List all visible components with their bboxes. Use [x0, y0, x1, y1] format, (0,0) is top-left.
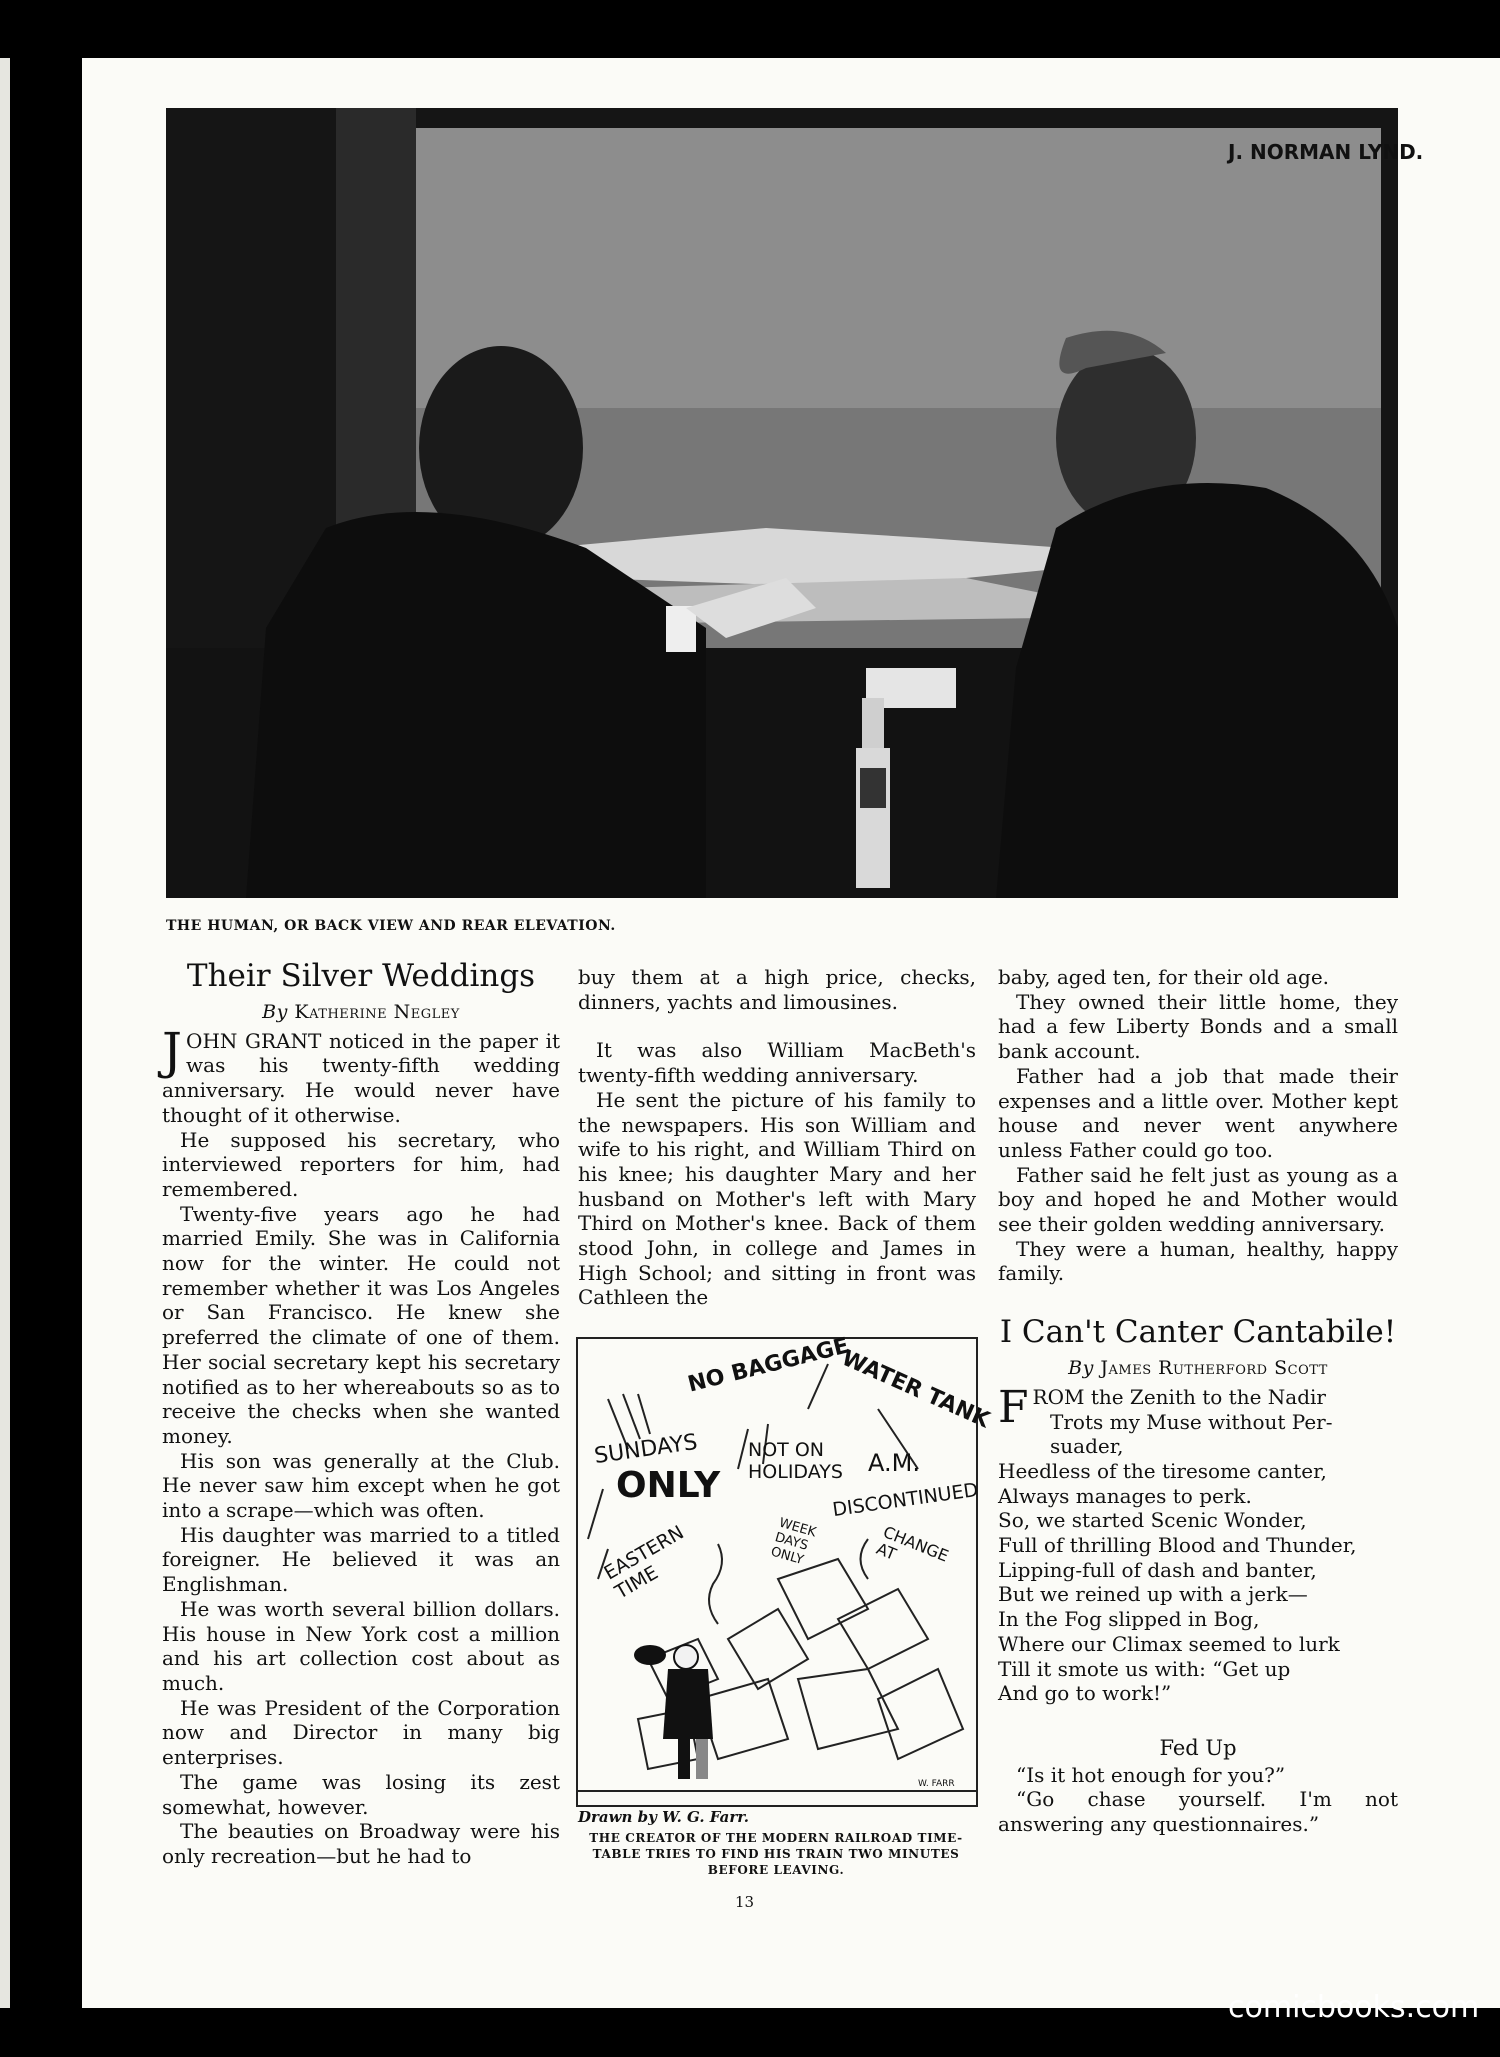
- paragraph: It was also William MacBeth's twenty-fifth wedding anniversary.: [578, 1038, 976, 1088]
- paragraph: They owned their little home, they had a few Liberty Bonds and a small bank account.: [998, 989, 1398, 1064]
- poem-line: Trots my Muse without Per-: [1050, 1409, 1333, 1434]
- sign-eastern-time: EASTERN TIME: [600, 1521, 688, 1604]
- sign-not-on-holidays: NOT ON HOLIDAYS: [748, 1439, 843, 1483]
- byline-prefix: By: [1068, 1357, 1094, 1380]
- drop-cap: F: [998, 1381, 1029, 1433]
- poem-line: Where our Climax seemed to lurk: [998, 1631, 1340, 1656]
- poem-body: [998, 1381, 1398, 1706]
- paragraph-continuation: baby, aged ten, for their old age.: [998, 965, 1330, 989]
- illustration-drawing: [166, 108, 1398, 898]
- sign-sundays: SUNDAYS: [592, 1429, 700, 1470]
- paragraph: His daughter was married to a titled foreigner. He believed it was an Englishman.: [162, 1522, 560, 1597]
- artist-signature: J. NORMAN LYND.: [1228, 140, 1424, 164]
- cartoon-credit: Drawn by W. G. Farr.: [578, 1808, 749, 1826]
- watermark: comicbooks.com: [1228, 1990, 1480, 2025]
- article-column-3: [998, 965, 1398, 1837]
- article-byline: [162, 1000, 560, 1025]
- sign-discontinued: DISCONTINUED: [831, 1478, 980, 1522]
- drop-cap: J: [162, 1021, 183, 1080]
- poem-line: Full of thrilling Blood and Thunder,: [998, 1533, 1357, 1558]
- sign-am: A.M.: [868, 1449, 920, 1477]
- article-title: Their Silver Weddings: [186, 958, 536, 994]
- sign-week-days-only: WEEK DAYS ONLY: [768, 1515, 818, 1569]
- page-binding: [0, 58, 10, 2008]
- paragraph: He was President of the Corporation now and Director in many big enterprises.: [162, 1695, 560, 1770]
- poem-line-text: ROM the Zenith to the Nadir: [1032, 1384, 1326, 1409]
- poem-line: So, we started Scenic Wonder,: [998, 1508, 1307, 1533]
- paragraph: He supposed his secretary, who interviewed reporters for him, had remembered.: [162, 1127, 560, 1201]
- railroad-cartoon: [576, 1333, 994, 1807]
- sign-only: ONLY: [616, 1465, 721, 1506]
- paragraph: He sent the picture of his family to the newspapers. His son William and wife to his right, and William Third on his knee; his daughter Mary and her husband on Mother's left with Mary Third on Mother's knee. Back of them stood John, in college and James in High School; and sitting in front was Cathleen the: [578, 1087, 976, 1310]
- sign-no-baggage: NO BAGGAGE: [685, 1333, 852, 1398]
- poem-line: In the Fog slipped in Bog,: [998, 1607, 1260, 1632]
- poem-line: Lipping-full of dash and banter,: [998, 1557, 1317, 1582]
- first-paragraph: [162, 1021, 560, 1128]
- paragraph: They were a human, healthy, happy family.: [998, 1236, 1398, 1286]
- paragraph: The beauties on Broadway were his only recreation—but he had to: [162, 1819, 560, 1868]
- poem-line: suader,: [1050, 1434, 1124, 1459]
- top-illustration: [166, 108, 1398, 898]
- poem-byline: [998, 1356, 1398, 1381]
- byline-prefix: By: [262, 1001, 288, 1023]
- paragraph-continuation: buy them at a high price, checks, dinners, yachts and limousines.: [578, 965, 976, 1014]
- fedup-title: Fed Up: [1159, 1735, 1237, 1760]
- poem-line: But we reined up with a jerk—: [998, 1582, 1308, 1607]
- paragraph: Father said he felt just as young as a boy and hoped he and Mother would see their golden wedding anniversary.: [998, 1162, 1398, 1237]
- page-number: 13: [735, 1893, 755, 1911]
- cartoon-artist-signature: W. FARR: [918, 1779, 955, 1789]
- poem-title: I Can't Canter Cantabile!: [999, 1314, 1397, 1351]
- illustration-caption: THE HUMAN, OR BACK VIEW AND REAR ELEVATION.: [166, 918, 616, 934]
- first-paragraph-text: OHN GRANT noticed in the paper it was his twenty-fifth wedding anniversary. He would never have thought of it otherwise.: [162, 1028, 560, 1127]
- sign-water-tank: WATER TANK: [837, 1345, 994, 1434]
- cartoon-caption: THE CREATOR OF THE MODERN RAILROAD TIME-TABLE TRIES TO FIND HIS TRAIN TWO MINUTES BEFORE LEAVING.: [589, 1831, 963, 1877]
- paragraph: Twenty-five years ago he had married Emily. She was in California now for the winter. He could not remember whether it was Los Angeles or San Francisco. He knew she preferred the climate of one of them. Her social secretary kept his secretary notified as to her whereabouts so as to receive the checks when she wanted money.: [162, 1201, 560, 1448]
- sign-change-at: CHANGE AT: [873, 1522, 952, 1566]
- paragraph: He was worth several billion dollars. His house in New York cost a million and his art collection cost about as much.: [162, 1596, 560, 1695]
- fedup-line: “Go chase yourself. I'm not answering any questionnaires.”: [998, 1787, 1398, 1837]
- byline-author: James Rutherford Scott: [1100, 1357, 1328, 1380]
- paragraph: The game was losing its zest somewhat, however.: [162, 1769, 560, 1819]
- article-column-2: [578, 965, 976, 1310]
- poem-line: And go to work!”: [998, 1681, 1172, 1706]
- fedup-line: “Is it hot enough for you?”: [1016, 1762, 1286, 1787]
- poem-line: Till it smote us with: “Get up: [998, 1656, 1291, 1681]
- article-column-1: [162, 958, 560, 1869]
- paragraph: His son was generally at the Club. He never saw him except when he got into a scrape—which was often.: [162, 1448, 560, 1523]
- paragraph: Father had a job that made their expenses and a little over. Mother kept house and never went anywhere unless Father could go too.: [998, 1063, 1398, 1162]
- poem-line: Always manages to perk.: [998, 1483, 1252, 1508]
- poem-line: Heedless of the tiresome canter,: [998, 1458, 1327, 1483]
- byline-author: Katherine Negley: [294, 1001, 460, 1023]
